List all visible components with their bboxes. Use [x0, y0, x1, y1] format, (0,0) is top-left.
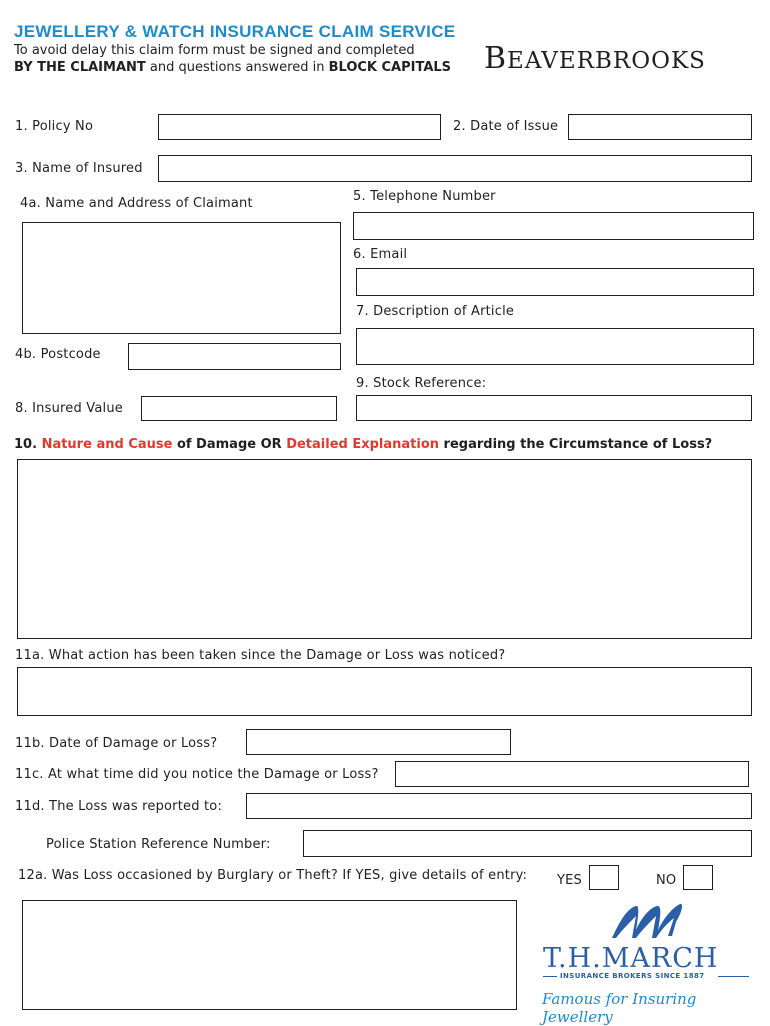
- instruction-claimant: BY THE CLAIMANT: [14, 60, 146, 75]
- claimant-address-field[interactable]: [22, 222, 341, 334]
- telephone-field[interactable]: [353, 212, 754, 240]
- name-of-insured-label: 3. Name of Insured: [15, 161, 143, 176]
- q11d-field[interactable]: [246, 793, 752, 819]
- q10-prefix: 10.: [14, 437, 42, 452]
- q11d-label: 11d. The Loss was reported to:: [15, 799, 223, 814]
- policy-no-label: 1. Policy No: [15, 119, 94, 134]
- form-subtitle: To avoid delay this claim form must be signed and completed: [14, 43, 415, 58]
- postcode-label: 4b. Postcode: [15, 347, 101, 362]
- instruction-mid: and questions answered in: [145, 60, 329, 75]
- date-of-issue-field[interactable]: [568, 114, 752, 140]
- q12a-label: 12a. Was Loss occasioned by Burglary or Theft? If YES, give details of entry:: [18, 868, 528, 883]
- q11a-label: 11a. What action has been taken since the Damage or Loss was noticed?: [15, 648, 506, 663]
- form-title: JEWELLERY & WATCH INSURANCE CLAIM SERVICE: [14, 22, 456, 41]
- q11a-field[interactable]: [17, 667, 752, 716]
- q12a-field[interactable]: [22, 900, 517, 1010]
- q10-suffix: regarding the Circumstance of Loss?: [439, 437, 713, 452]
- date-of-issue-label: 2. Date of Issue: [453, 119, 559, 134]
- brand-initial: B: [484, 41, 508, 76]
- th-march-tagline: Famous for Insuring Jewellery: [542, 990, 697, 1026]
- q11b-field[interactable]: [246, 729, 511, 755]
- telephone-label: 5. Telephone Number: [353, 189, 496, 204]
- email-label: 6. Email: [353, 247, 408, 262]
- insured-value-label: 8. Insured Value: [15, 401, 123, 416]
- q10-label: [14, 437, 712, 452]
- q10-nature-cause: Nature and Cause: [41, 437, 173, 452]
- form-instructions: [14, 60, 451, 75]
- q10-field[interactable]: [17, 459, 752, 639]
- name-of-insured-field[interactable]: [158, 155, 752, 182]
- q10-detailed-explanation: Detailed Explanation: [286, 437, 440, 452]
- no-label: NO: [656, 873, 677, 888]
- postcode-field[interactable]: [128, 343, 341, 370]
- policy-no-field[interactable]: [158, 114, 441, 140]
- stock-reference-label: 9. Stock Reference:: [356, 376, 487, 391]
- email-field[interactable]: [356, 268, 754, 296]
- yes-label: YES: [557, 873, 583, 888]
- brand-rest: EAVERBROOKS: [507, 48, 706, 74]
- th-march-strap: INSURANCE BROKERS SINCE 1887: [560, 972, 705, 980]
- beaverbrooks-logo: [484, 41, 706, 76]
- description-field[interactable]: [356, 328, 754, 365]
- insured-value-field[interactable]: [141, 396, 337, 421]
- description-label: 7. Description of Article: [356, 304, 515, 319]
- no-checkbox[interactable]: [683, 865, 713, 890]
- th-march-name: T.H.MARCH: [543, 943, 719, 974]
- claimant-address-label: 4a. Name and Address of Claimant: [20, 196, 253, 211]
- q11c-field[interactable]: [395, 761, 749, 787]
- q10-mid: of Damage OR: [172, 437, 287, 452]
- strap-line-left: [543, 976, 557, 977]
- th-march-m-mark: [606, 900, 696, 942]
- strap-line-right: [718, 976, 749, 977]
- police-ref-label: Police Station Reference Number:: [46, 837, 271, 852]
- instruction-block-capitals: BLOCK CAPITALS: [328, 60, 452, 75]
- q11c-label: 11c. At what time did you notice the Damage or Loss?: [15, 767, 379, 782]
- stock-reference-field[interactable]: [356, 395, 752, 421]
- yes-checkbox[interactable]: [589, 865, 619, 890]
- police-ref-field[interactable]: [303, 830, 752, 857]
- q11b-label: 11b. Date of Damage or Loss?: [15, 736, 218, 751]
